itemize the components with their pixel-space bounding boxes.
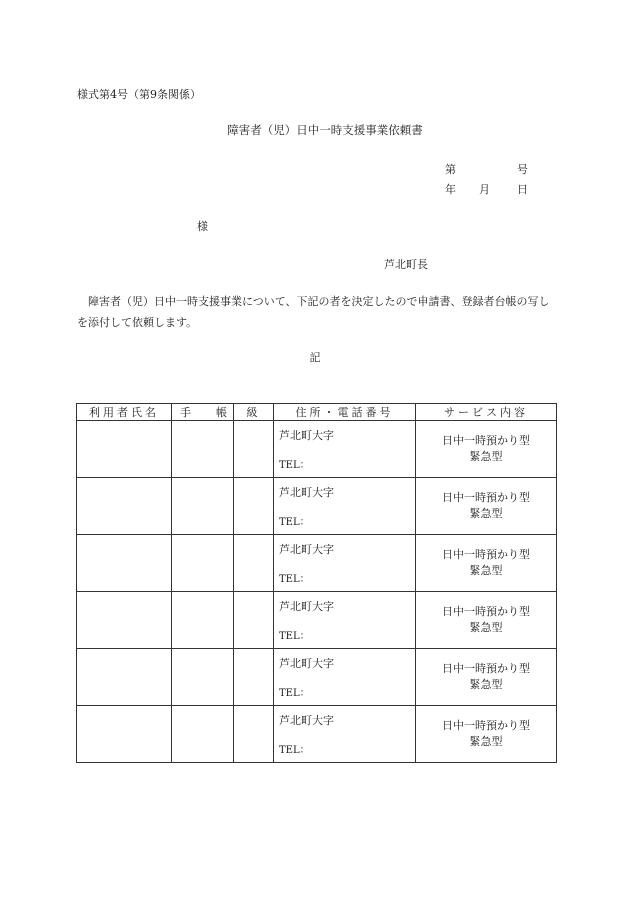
user-name-cell[interactable] [77,649,172,706]
handbook-cell[interactable] [172,535,234,592]
service-cell[interactable] [416,592,557,649]
address-cell[interactable] [274,592,416,649]
grade-cell[interactable] [234,421,274,478]
table-row [77,535,557,592]
grade-cell[interactable] [234,649,274,706]
date-year-label: 年 [445,183,456,196]
table-row [77,478,557,535]
header-handbook-char-2: 帳 [216,406,230,419]
tel-label: TEL： [279,574,310,585]
service-option-daytime: 日中一時預かり型 [442,491,530,504]
service-option-daytime: 日中一時預かり型 [442,719,530,732]
grade-cell[interactable] [234,535,274,592]
addressee-suffix: 様 [197,220,208,233]
number-suffix: 号 [517,163,528,176]
tel-label: TEL： [279,631,310,642]
handbook-cell[interactable] [172,649,234,706]
header-address-phone: 住所・電話番号 [274,404,416,421]
user-name-cell[interactable] [77,706,172,763]
address-cell[interactable] [274,421,416,478]
table-row [77,592,557,649]
date-month-label: 月 [479,183,490,196]
tel-label: TEL： [279,517,310,528]
service-option-emergency: 緊急型 [469,735,503,748]
user-name-cell[interactable] [77,478,172,535]
address-text: 芦北町大字 [279,486,334,499]
body-paragraph: 障害者（児）日中一時支援事業について、下記の者を決定したので申請書、登録者台帳の写しを添付して依頼します。 [77,295,550,329]
tel-label: TEL： [279,460,310,471]
handbook-cell[interactable] [172,421,234,478]
service-option-emergency: 緊急型 [469,564,503,577]
sender-name: 芦北町長 [384,258,428,271]
tel-label: TEL： [279,688,310,699]
number-prefix: 第 [445,163,456,176]
header-handbook [172,404,234,421]
address-cell[interactable] [274,649,416,706]
address-text: 芦北町大字 [279,657,334,670]
address-cell[interactable] [274,706,416,763]
address-text: 芦北町大字 [279,600,334,613]
form-number: 様式第4号（第9条関係） [77,88,201,101]
service-option-daytime: 日中一時預かり型 [442,662,530,675]
service-option-daytime: 日中一時預かり型 [442,605,530,618]
service-option-daytime: 日中一時預かり型 [442,434,530,447]
service-option-emergency: 緊急型 [469,450,503,463]
user-name-cell[interactable] [77,592,172,649]
address-text: 芦北町大字 [279,714,334,727]
table-row [77,649,557,706]
grade-cell[interactable] [234,592,274,649]
user-name-cell[interactable] [77,421,172,478]
header-user-name: 利用者氏名 [77,404,172,421]
ki-heading: 記 [309,351,321,364]
service-option-daytime: 日中一時預かり型 [442,548,530,561]
table-header-row [77,404,557,421]
handbook-cell[interactable] [172,478,234,535]
header-handbook-char-1: 手 [180,406,194,419]
service-cell[interactable] [416,649,557,706]
handbook-cell[interactable] [172,592,234,649]
address-text: 芦北町大字 [279,429,334,442]
document-title: 障害者（児）日中一時支援事業依頼書 [227,123,423,137]
table-row [77,706,557,763]
header-grade: 級 [234,404,274,421]
header-service-content: サービス内容 [416,404,557,421]
handbook-cell[interactable] [172,706,234,763]
service-option-emergency: 緊急型 [469,507,503,520]
date-day-label: 日 [517,183,528,196]
service-cell[interactable] [416,535,557,592]
service-cell[interactable] [416,478,557,535]
user-records-table [76,403,557,763]
address-cell[interactable] [274,535,416,592]
service-option-emergency: 緊急型 [469,621,503,634]
grade-cell[interactable] [234,478,274,535]
service-cell[interactable] [416,706,557,763]
tel-label: TEL： [279,745,310,756]
service-cell[interactable] [416,421,557,478]
grade-cell[interactable] [234,706,274,763]
user-name-cell[interactable] [77,535,172,592]
table-row [77,421,557,478]
service-option-emergency: 緊急型 [469,678,503,691]
address-cell[interactable] [274,478,416,535]
address-text: 芦北町大字 [279,543,334,556]
